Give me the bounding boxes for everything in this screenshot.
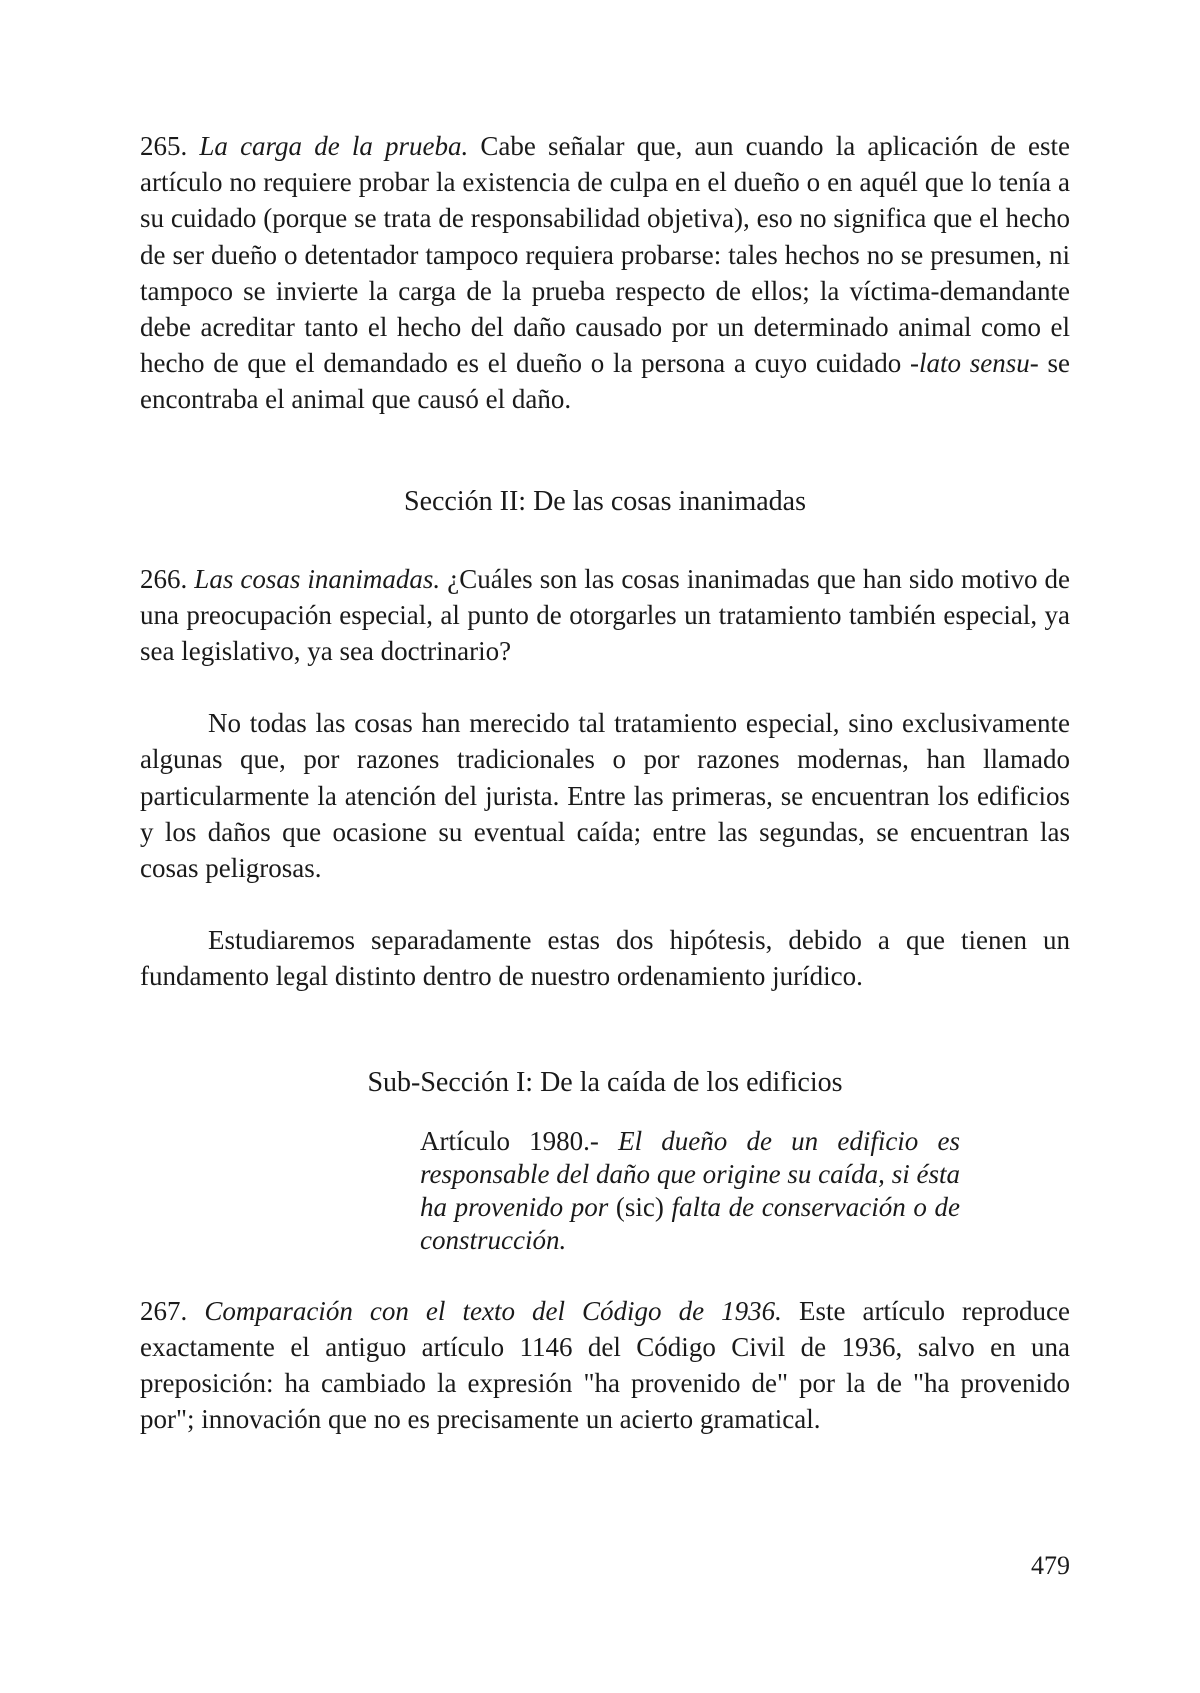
paragraph-title: Comparación con el texto del Código de 1936. — [204, 1295, 782, 1326]
paragraph-number: 265. — [140, 131, 188, 161]
paragraph-266 — [140, 561, 1070, 670]
paragraph-text: Este artículo reproduce exactamente el antiguo artículo 1146 del Código Civil de 1936, salvo en una preposición: ha cambiado la expresión "ha provenido de" por la de "ha provenido por"; innovación que no es precisamente un acierto gramatical. — [140, 1295, 1070, 1435]
subsection-heading: Sub-Sección I: De la caída de los edificios — [367, 1066, 843, 1098]
section-heading: Sección II: De las cosas inanimadas — [404, 485, 806, 517]
paragraph-title: La carga de la prueba. — [199, 131, 469, 161]
article-text-end: falta de conservación o de construcción. — [420, 1191, 960, 1255]
paragraph-title: Las cosas inanimadas. — [194, 563, 441, 594]
paragraph-266-continued: No todas las cosas han merecido tal tratamiento especial, sino exclusivamente algunas que, por razones tradicionales o por razones modernas, han llamado particularmente la atención del jurista. Entre las primeras, se encuentran los edificios y los daños que ocasione su eventual caída; entre las segundas, se encuentran las cosas peligrosas. — [140, 708, 1070, 884]
paragraph-265 — [140, 128, 1070, 418]
paragraph-number: 267. — [140, 1295, 188, 1326]
page-number: 479 — [1031, 1551, 1070, 1580]
page-body — [140, 128, 1070, 1437]
paragraph-text: Cabe señalar que, aun cuando la aplicación de este artículo no requiere probar la existencia de culpa en el dueño o en aquél que lo tenía a su cuidado (porque se trata de responsabilidad objetiva), eso no significa que el hecho de ser dueño o detentador tampoco requiera probarse: tales hechos no se presumen, ni tampoco se invierte la carga de la prueba respecto de ellos; la víctima-demandante debe acreditar tanto el hecho del daño causado por un determinado animal como el hecho de que el demandado es el dueño o la persona a cuyo cuidado - — [140, 131, 1071, 379]
article-quote — [420, 1125, 960, 1257]
paragraph-266-final: Estudiaremos separadamente estas dos hipótesis, debido a que tienen un fundamento legal distinto dentro de nuestro ordenamiento jurídico. — [140, 925, 1070, 992]
paragraph-number: 266. — [140, 563, 188, 594]
paragraph-267 — [140, 1293, 1070, 1438]
sic-note: (sic) — [608, 1191, 672, 1222]
article-label: Artículo 1980.- — [420, 1125, 599, 1156]
paragraph-text-end: - se encontraba el animal que causó el daño. — [140, 348, 1070, 415]
article-text: El dueño de un edificio es responsable del daño que origine su caída, si ésta ha provenido por — [420, 1125, 960, 1222]
paragraph-text: ¿Cuáles son las cosas inanimadas que han sido motivo de una preocupación especial, al punto de otorgarles un tratamiento también especial, ya sea legislativo, ya sea doctrinario? — [140, 563, 1070, 667]
latin-phrase: lato sensu — [919, 348, 1030, 379]
